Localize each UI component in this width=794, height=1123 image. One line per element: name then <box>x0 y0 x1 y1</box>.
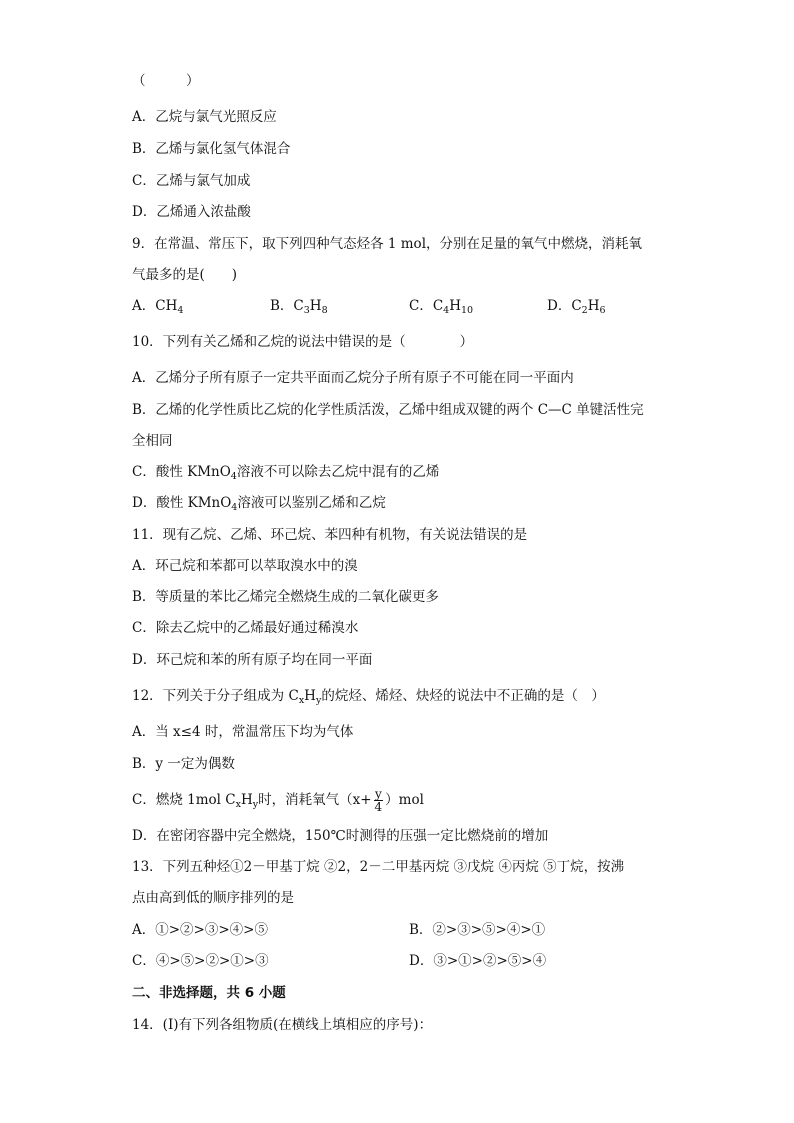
question-12-option-d: D．在密闭容器中完全燃烧，150℃时测得的压强一定比燃烧前的增加 <box>132 828 549 844</box>
question-13-option-d: D．③>①>②>⑤>④ <box>409 953 547 969</box>
question-10-option-b-line2: 全相同 <box>132 433 173 449</box>
question-10-option-c: C．酸性 KMnO$_4$溶液不可以除去乙烷中混有的乙烯 <box>132 464 440 482</box>
question-10-stem: 10．下列有关乙烯和乙烷的说法中错误的是（ ） <box>132 334 474 350</box>
question-12-option-a: A．当 x≤4 时，常温常压下均为气体 <box>132 724 354 740</box>
question-13-option-a: A．①>②>③>④>⑤ <box>132 922 268 938</box>
question-12-option-c: C．燃烧 1mol $C_xH_y$时，消耗氧气（x+ $\frac{y}{4}$ ）mol <box>132 787 424 814</box>
section-2-heading: 二、非选择题，共 6 小题 <box>132 985 286 1001</box>
question-9-stem-line2: 气最多的是( ) <box>132 267 238 283</box>
question-11-stem: 11．现有乙烷、乙烯、环己烷、苯四种有机物，有关说法错误的是 <box>132 527 528 543</box>
question-8-option-c: C．乙烯与氯气加成 <box>132 173 251 189</box>
question-8-option-a: A．乙烷与氯气光照反应 <box>132 109 277 125</box>
question-10-option-a: A．乙烯分子所有原子一定共平面而乙烷分子所有原子不可能在同一平面内 <box>132 370 574 386</box>
question-13-stem-line2: 点由高到低的顺序排列的是 <box>132 890 294 906</box>
question-13-option-b: B．②>③>⑤>④>① <box>409 922 546 938</box>
question-9-stem-line1: 9．在常温、常压下，取下列四种气态烃各 1 mol，分别在足量的氧气中燃烧，消耗氧 <box>132 236 643 252</box>
question-11-option-d: D．环己烷和苯的所有原子均在同一平面 <box>132 652 373 668</box>
question-8-stem-tail: （ ） <box>132 73 200 89</box>
question-11-option-b: B．等质量的苯比乙烯完全燃烧生成的二氧化碳更多 <box>132 589 439 605</box>
question-12-stem: 12．下列关于分子组成为 $C_xH_y$的烷烃、烯烃、炔烃的说法中不正确的是（ ） <box>132 688 605 706</box>
question-8-option-b: B．乙烯与氯化氢气体混合 <box>132 141 291 157</box>
question-11-option-c: C．除去乙烷中的乙烯最好通过稀溴水 <box>132 620 359 636</box>
question-9-option-c: C．$C_4H_{10}$ <box>409 298 474 316</box>
fraction-y-over-4: $\frac{y}{4}$ <box>374 787 383 814</box>
question-9-option-d: D．$C_2H_6$ <box>547 298 606 316</box>
question-13-stem-line1: 13．下列五种烃①2－甲基丁烷 ②2，2－二甲基丙烷 ③戊烷 ④丙烷 ⑤丁烷，按沸 <box>132 859 625 875</box>
question-14-stem: 14．(I)有下列各组物质(在横线上填相应的序号)： <box>132 1017 433 1033</box>
question-12-option-b: B．y 一定为偶数 <box>132 756 235 772</box>
question-11-option-a: A．环己烷和苯都可以萃取溴水中的溴 <box>132 558 358 574</box>
question-10-option-d: D．酸性 KMnO$_4$溶液可以鉴别乙烯和乙烷 <box>132 495 386 513</box>
question-8-option-d: D．乙烯通入浓盐酸 <box>132 204 251 220</box>
question-9-option-a: A．$CH_4$ <box>132 298 184 316</box>
question-13-option-c: C．④>⑤>②>①>③ <box>132 953 269 969</box>
question-10-option-b-line1: B．乙烯的化学性质比乙烷的化学性质活泼，乙烯中组成双键的两个 C—C 单键活性完 <box>132 402 644 418</box>
question-9-option-b: B．$C_3H_8$ <box>270 298 328 316</box>
